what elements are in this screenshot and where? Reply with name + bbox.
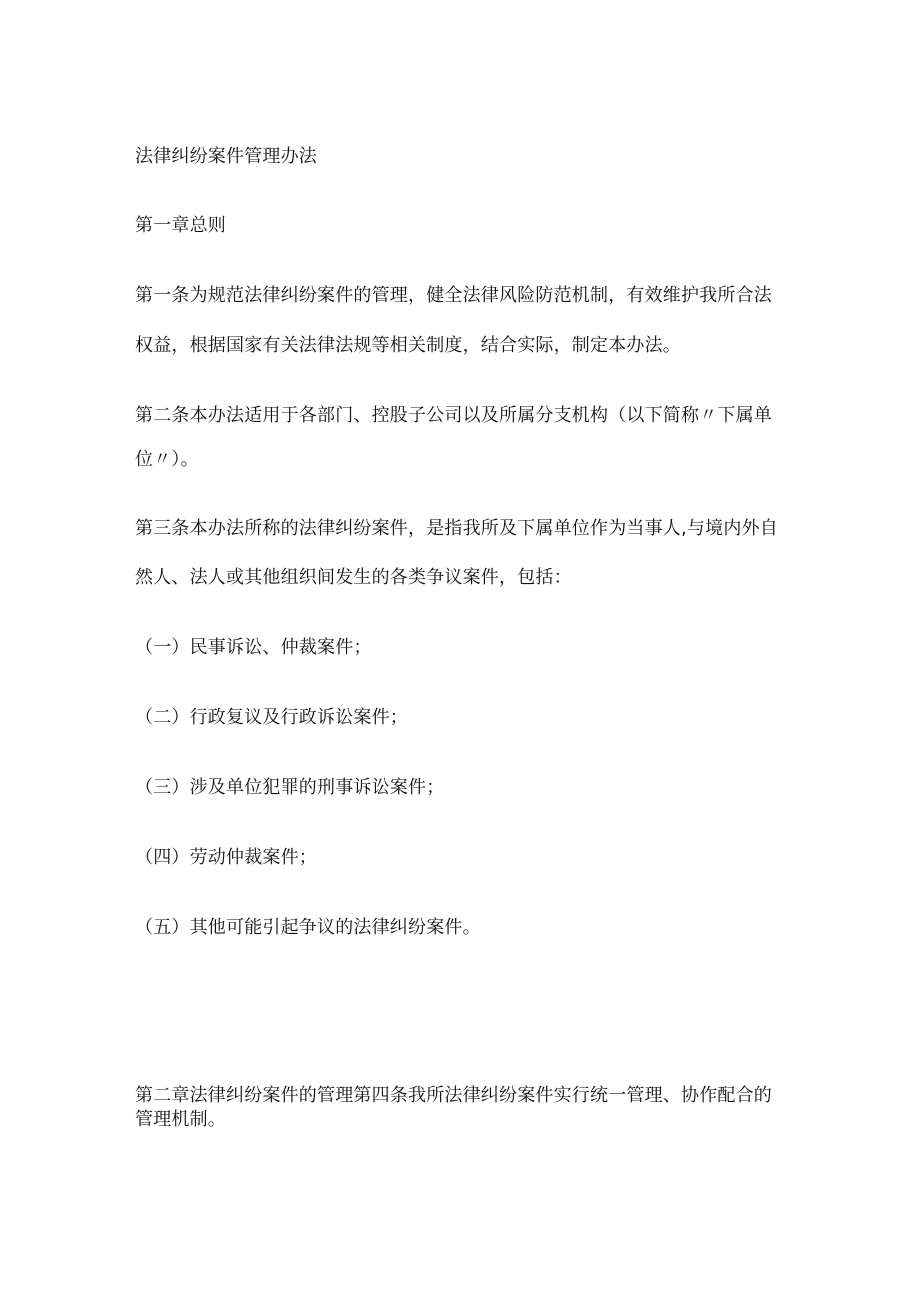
document-title: 法律纠纷案件管理办法 xyxy=(135,146,317,167)
article-3-line-1: 第三条本办法所称的法律纠纷案件，是指我所及下属单位作为当事人,与境内外自 xyxy=(135,518,778,539)
list-item-5: （五）其他可能引起争议的法律纠纷案件。 xyxy=(135,917,481,938)
chapter-2-line-2: 管理机制。 xyxy=(135,1109,226,1130)
list-item-3: （三）涉及单位犯罪的刑事诉讼案件； xyxy=(135,777,445,798)
chapter-2-line-1: 第二章法律纠纷案件的管理第四条我所法律纠纷案件实行统一管理、协作配合的 xyxy=(135,1085,772,1106)
list-item-2: （二）行政复议及行政诉讼案件； xyxy=(135,707,408,728)
article-2-line-1: 第二条本办法适用于各部门、控股子公司以及所属分支机构（以下简称〃下属单 xyxy=(135,405,772,426)
article-3-line-2: 然人、法人或其他组织间发生的各类争议案件，包括： xyxy=(135,567,572,588)
article-1-line-1: 第一条为规范法律纠纷案件的管理，健全法律风险防范机制，有效维护我所合法 xyxy=(135,285,772,306)
article-2-line-2: 位〃）。 xyxy=(135,449,199,470)
article-1-line-2: 权益，根据国家有关法律法规等相关制度，结合实际，制定本办法。 xyxy=(135,335,681,356)
list-item-1: （一）民事诉讼、仲裁案件； xyxy=(135,637,372,658)
list-item-4: （四）劳动仲裁案件； xyxy=(135,847,317,868)
chapter-1-heading: 第一章总则 xyxy=(135,215,226,236)
